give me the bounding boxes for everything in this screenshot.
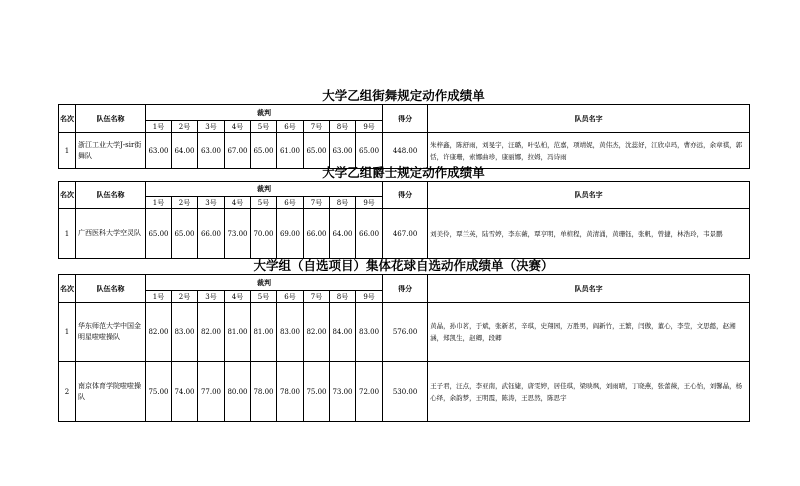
rank-cell: 1 [59,209,76,259]
judge-score: 63.00 [198,133,225,169]
table-title: 大学乙组爵士规定动作成绩单 [322,165,485,180]
judge-score: 70.00 [251,209,277,259]
header-members: 队员名字 [428,105,750,133]
judge-score: 82.00 [304,303,330,362]
team-cell: 华东师范大学中国金明星啦啦操队 [76,303,146,362]
header-rank: 名次 [59,275,76,303]
judge-score: 75.00 [304,362,330,422]
judge-score: 61.00 [277,133,304,169]
judge-number: 6号 [277,291,304,303]
header-team: 队伍名称 [76,275,146,303]
judge-score: 67.00 [225,133,251,169]
judge-number: 3号 [198,291,225,303]
judge-number: 7号 [304,291,330,303]
judge-score: 65.00 [172,209,198,259]
rank-cell: 2 [59,362,76,422]
header-judges: 裁判 [146,182,383,197]
header-judges: 裁判 [146,275,383,291]
judge-number: 2号 [172,197,198,209]
results-table [58,104,750,169]
judge-score: 81.00 [225,303,251,362]
total-score: 530.00 [383,362,428,422]
table-section-3 [58,259,749,422]
judge-number: 3号 [198,121,225,133]
rank-cell: 1 [59,133,76,169]
judge-score: 83.00 [277,303,304,362]
rank-cell: 1 [59,303,76,362]
members-cell: 黄晶，孙巾茗，于斌，张新茗，辛琪，史翔园，万胜男，阎新竹，王繁，闫傲，董心，李莹，文思懿，赵湘涵，郑凯生，赵卿，段卿 [428,303,750,362]
judge-number: 9号 [356,121,383,133]
judge-score: 65.00 [251,133,277,169]
total-score: 448.00 [383,133,428,169]
header-score: 得分 [383,105,428,133]
judge-score: 80.00 [225,362,251,422]
judge-number: 8号 [330,121,356,133]
team-cell: 浙江工业大学J-sir街舞队 [76,133,146,169]
judge-number: 6号 [277,121,304,133]
results-table [58,274,750,422]
judge-score: 65.00 [304,133,330,169]
members-cell: 王子君，汪点，李亚南，武钰婕，唐雯婷，居佳琪，梁映飒，刘雨晴，丁晓燕，张蕾薇，王心怡，刘馨晶，杨心绎，余韵梦，王明霞，陈涛，王思然，陈思宇 [428,362,750,422]
header-score: 得分 [383,275,428,303]
judge-score: 81.00 [251,303,277,362]
judge-score: 83.00 [356,303,383,362]
header-team: 队伍名称 [76,105,146,133]
judge-score: 75.00 [146,362,172,422]
judge-score: 63.00 [330,133,356,169]
total-score: 576.00 [383,303,428,362]
judge-score: 64.00 [172,133,198,169]
table-section-2 [58,166,749,259]
judge-number: 1号 [146,197,172,209]
judge-score: 82.00 [146,303,172,362]
judge-score: 84.00 [330,303,356,362]
judge-number: 4号 [225,121,251,133]
judge-number: 8号 [330,197,356,209]
judge-number: 5号 [251,197,277,209]
judge-number: 9号 [356,197,383,209]
table-section-1 [58,89,749,169]
judge-score: 64.00 [330,209,356,259]
header-score: 得分 [383,182,428,209]
judge-score: 66.00 [198,209,225,259]
judge-score: 72.00 [356,362,383,422]
judge-score: 65.00 [356,133,383,169]
judge-number: 1号 [146,121,172,133]
judge-score: 78.00 [251,362,277,422]
header-rank: 名次 [59,182,76,209]
judge-score: 66.00 [356,209,383,259]
table-row [59,362,750,422]
judge-score: 66.00 [304,209,330,259]
header-members: 队员名字 [428,182,750,209]
judge-score: 74.00 [172,362,198,422]
judge-number: 5号 [251,121,277,133]
judge-number: 4号 [225,197,251,209]
table-title: 大学乙组街舞规定动作成绩单 [322,88,485,103]
judge-score: 73.00 [225,209,251,259]
members-cell: 刘美伶，覃兰英，陆雪婷，李东薇，覃亨明，单楦程，黄清涌，黄珊钰，张帆，曾捷，林浩玲，韦景鹏 [428,209,750,259]
judge-score: 77.00 [198,362,225,422]
judge-number: 6号 [277,197,304,209]
judge-number: 2号 [172,291,198,303]
judge-number: 8号 [330,291,356,303]
judge-score: 83.00 [172,303,198,362]
judge-score: 69.00 [277,209,304,259]
table-title: 大学组（自选项目）集体花球自选动作成绩单（决赛） [253,258,554,273]
judge-number: 1号 [146,291,172,303]
judge-score: 82.00 [198,303,225,362]
judge-number: 7号 [304,197,330,209]
table-row [59,303,750,362]
table-row [59,133,750,169]
header-members: 队员名字 [428,275,750,303]
judge-number: 5号 [251,291,277,303]
team-cell: 广西医科大学空灵队 [76,209,146,259]
judge-number: 2号 [172,121,198,133]
header-rank: 名次 [59,105,76,133]
judge-score: 65.00 [146,209,172,259]
team-cell: 南京体育学院啦啦操队 [76,362,146,422]
judge-number: 3号 [198,197,225,209]
table-row [59,209,750,259]
judge-score: 78.00 [277,362,304,422]
judge-score: 73.00 [330,362,356,422]
results-table [58,181,750,259]
header-team: 队伍名称 [76,182,146,209]
total-score: 467.00 [383,209,428,259]
judge-score: 63.00 [146,133,172,169]
judge-number: 4号 [225,291,251,303]
judge-number: 7号 [304,121,330,133]
header-judges: 裁判 [146,105,383,121]
members-cell: 朱梓鑫，陈舒雨，刘旻宇，汪璐，叶弘柏，范嘉，项靖妮，黄伟杰，沈蕊妤，江欣卓玛，曹亦远，余章祺，郭恬，许康珊，索娜曲珍，康丽娜，拉姆，冯诗雨 [428,133,750,169]
judge-number: 9号 [356,291,383,303]
